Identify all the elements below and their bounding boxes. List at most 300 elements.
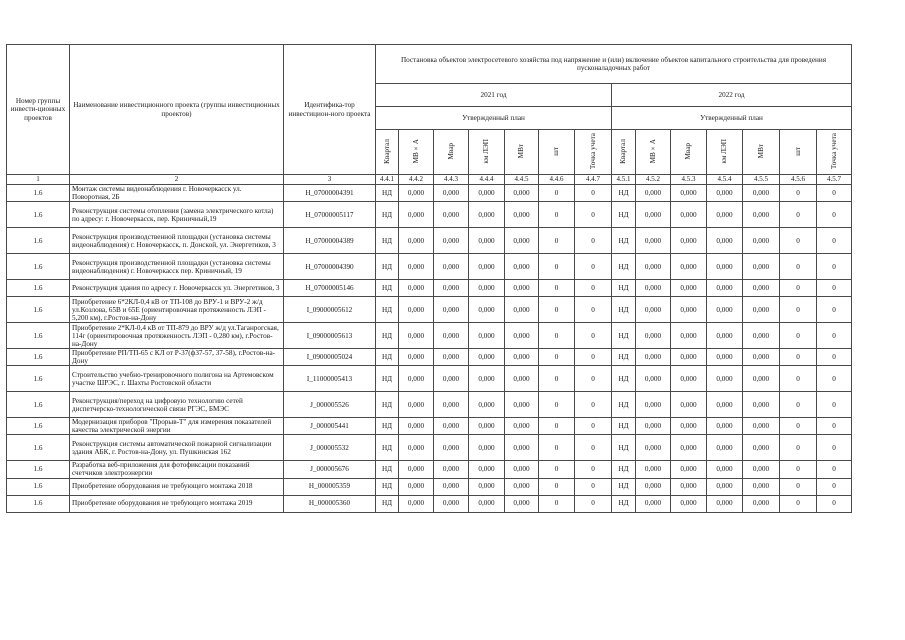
subcol-header: Точка учета — [817, 130, 852, 175]
value-cell: 0,000 — [505, 495, 539, 512]
value-cell: 0,000 — [434, 323, 469, 349]
project-id-cell: H_07000004390 — [284, 254, 376, 280]
value-cell: 0,000 — [469, 392, 505, 418]
value-cell: 0,000 — [743, 495, 780, 512]
value-cell: 0 — [780, 297, 817, 323]
column-number-cell: 4.4.1 — [376, 175, 399, 185]
project-name-cell: Реконструкция системы автоматической пожарной сигнализации здания АБК, г. Ростов-на-Дону, ул. Пушкинская 162 — [70, 435, 284, 461]
value-cell: 0,000 — [743, 254, 780, 280]
value-cell: 0,000 — [671, 418, 707, 435]
value-cell: 0,000 — [469, 478, 505, 495]
value-cell: НД — [376, 202, 399, 228]
project-name-cell: Реконструкция здания по адресу г. Новочеркасск ул. Энергетиков, 3 — [70, 280, 284, 297]
value-cell: 0 — [817, 435, 852, 461]
value-cell: 0 — [817, 297, 852, 323]
subcol-header: Мвар — [671, 130, 707, 175]
value-cell: 0 — [575, 349, 612, 366]
value-cell: 0 — [575, 435, 612, 461]
value-cell: 0 — [575, 366, 612, 392]
group-number-cell: 1.6 — [7, 280, 70, 297]
subcol-header: Мвар — [434, 130, 469, 175]
value-cell: 0,000 — [399, 228, 434, 254]
value-cell: 0,000 — [434, 418, 469, 435]
value-cell: НД — [612, 478, 636, 495]
table-row — [7, 392, 852, 418]
value-cell: 0,000 — [636, 228, 671, 254]
value-cell: 0,000 — [434, 461, 469, 478]
project-id-cell: J_000005676 — [284, 461, 376, 478]
value-cell: 0,000 — [469, 418, 505, 435]
value-cell: НД — [376, 185, 399, 202]
value-cell: 0 — [539, 280, 575, 297]
value-cell: 0,000 — [743, 366, 780, 392]
value-cell: 0 — [780, 418, 817, 435]
value-cell: 0,000 — [707, 366, 743, 392]
value-cell: 0 — [780, 280, 817, 297]
header-id-column: Идентифика-тор инвестицион-ного проекта — [284, 45, 376, 175]
value-cell: 0,000 — [671, 349, 707, 366]
group-number-cell: 1.6 — [7, 185, 70, 202]
value-cell: 0,000 — [707, 461, 743, 478]
value-cell: 0,000 — [636, 202, 671, 228]
value-cell: 0,000 — [636, 478, 671, 495]
table-row — [7, 202, 852, 228]
value-cell: 0 — [575, 418, 612, 435]
value-cell: 0,000 — [636, 280, 671, 297]
value-cell: 0,000 — [469, 185, 505, 202]
value-cell: 0 — [575, 495, 612, 512]
group-number-cell: 1.6 — [7, 349, 70, 366]
value-cell: НД — [612, 254, 636, 280]
value-cell: 0,000 — [743, 435, 780, 461]
column-number-cell: 4.4.5 — [505, 175, 539, 185]
value-cell: НД — [612, 461, 636, 478]
column-number-cell: 4.4.7 — [575, 175, 612, 185]
project-id-cell: H_07000004391 — [284, 185, 376, 202]
value-cell: 0,000 — [469, 461, 505, 478]
subcol-header: км ЛЭП — [469, 130, 505, 175]
table-row — [7, 495, 852, 512]
value-cell: 0,000 — [671, 435, 707, 461]
value-cell: 0,000 — [399, 323, 434, 349]
value-cell: 0,000 — [743, 478, 780, 495]
group-number-cell: 1.6 — [7, 461, 70, 478]
value-cell: 0,000 — [636, 323, 671, 349]
value-cell: 0,000 — [743, 461, 780, 478]
table-row — [7, 323, 852, 349]
column-number-cell: 4.5.5 — [743, 175, 780, 185]
section-title: Постановка объектов электросетевого хозяйства под напряжение и (или) включение объектов капитального строительства для проведения пусконаладочных работ — [376, 45, 852, 84]
value-cell: 0,000 — [469, 495, 505, 512]
investment-table — [6, 44, 852, 513]
table-row — [7, 478, 852, 495]
value-cell: 0,000 — [707, 228, 743, 254]
value-cell: 0 — [539, 349, 575, 366]
value-cell: 0 — [575, 280, 612, 297]
value-cell: НД — [612, 418, 636, 435]
value-cell: 0,000 — [636, 461, 671, 478]
value-cell: 0,000 — [434, 495, 469, 512]
table-row — [7, 280, 852, 297]
value-cell: 0 — [539, 435, 575, 461]
group-number-cell: 1.6 — [7, 228, 70, 254]
value-cell: 0,000 — [707, 349, 743, 366]
plan-2021-header: Утвержденный план — [376, 107, 612, 130]
value-cell: 0 — [817, 418, 852, 435]
value-cell: 0,000 — [399, 254, 434, 280]
value-cell: 0 — [780, 478, 817, 495]
subcol-header: МВ×А — [399, 130, 434, 175]
value-cell: 0,000 — [469, 349, 505, 366]
subcol-header: Точка учета — [575, 130, 612, 175]
value-cell: 0,000 — [671, 280, 707, 297]
value-cell: НД — [376, 323, 399, 349]
value-cell: 0,000 — [743, 297, 780, 323]
value-cell: 0,000 — [707, 392, 743, 418]
value-cell: НД — [376, 280, 399, 297]
project-name-cell: Модернизация приборов "Прорыв-Т" для измерения показателей качества электрической энергии — [70, 418, 284, 435]
project-id-cell: H_07000005117 — [284, 202, 376, 228]
value-cell: 0,000 — [636, 366, 671, 392]
header-group-column: Номер группы инвести-ционных проектов — [7, 45, 70, 175]
project-name-cell: Реконструкция производственной площадки (установка системы видеонаблюдения) г. Новочеркасск, п. Донской, ул. Энергетиков, 3 — [70, 228, 284, 254]
value-cell: 0,000 — [399, 280, 434, 297]
column-number-cell: 4.4.2 — [399, 175, 434, 185]
subcol-header: МВт — [505, 130, 539, 175]
value-cell: 0,000 — [434, 435, 469, 461]
value-cell: 0 — [575, 202, 612, 228]
value-cell: 0,000 — [399, 297, 434, 323]
value-cell: 0,000 — [469, 366, 505, 392]
value-cell: 0 — [575, 392, 612, 418]
value-cell: 0,000 — [505, 323, 539, 349]
group-number-cell: 1.6 — [7, 297, 70, 323]
project-id-cell: J_000005441 — [284, 418, 376, 435]
value-cell: 0 — [817, 495, 852, 512]
value-cell: 0 — [817, 280, 852, 297]
value-cell: 0,000 — [671, 392, 707, 418]
value-cell: 0,000 — [743, 280, 780, 297]
value-cell: 0,000 — [707, 323, 743, 349]
year-2022-header: 2022 год — [612, 84, 852, 107]
column-number-cell: 4.5.7 — [817, 175, 852, 185]
value-cell: 0,000 — [434, 254, 469, 280]
value-cell: 0,000 — [636, 185, 671, 202]
project-id-cell: J_000005532 — [284, 435, 376, 461]
value-cell: 0,000 — [636, 418, 671, 435]
group-number-cell: 1.6 — [7, 418, 70, 435]
group-number-cell: 1.6 — [7, 392, 70, 418]
year-2021-header: 2021 год — [376, 84, 612, 107]
value-cell: 0 — [817, 392, 852, 418]
value-cell: 0,000 — [671, 297, 707, 323]
value-cell: 0,000 — [505, 478, 539, 495]
value-cell: 0 — [817, 349, 852, 366]
value-cell: НД — [376, 435, 399, 461]
value-cell: 0 — [817, 323, 852, 349]
value-cell: 0,000 — [434, 228, 469, 254]
value-cell: 0 — [817, 185, 852, 202]
project-name-cell: Реконструкция системы отопления (замена электрического котла) по адресу: г. Новочеркасск, пер. Криничный,19 — [70, 202, 284, 228]
subcol-header: МВт — [743, 130, 780, 175]
column-number-cell: 4.5.4 — [707, 175, 743, 185]
value-cell: НД — [612, 280, 636, 297]
value-cell: 0,000 — [636, 254, 671, 280]
value-cell: НД — [376, 228, 399, 254]
value-cell: 0 — [575, 297, 612, 323]
project-name-cell: Реконструкция/переход на цифровую технологию сетей диспетчерско-технологической связи РГЭС, БМЭС — [70, 392, 284, 418]
value-cell: 0,000 — [505, 202, 539, 228]
table-row — [7, 418, 852, 435]
value-cell: 0,000 — [743, 202, 780, 228]
value-cell: 0,000 — [707, 297, 743, 323]
value-cell: 0,000 — [434, 366, 469, 392]
value-cell: 0,000 — [505, 349, 539, 366]
value-cell: 0,000 — [399, 478, 434, 495]
value-cell: 0,000 — [399, 366, 434, 392]
value-cell: 0,000 — [505, 435, 539, 461]
value-cell: 0,000 — [469, 202, 505, 228]
value-cell: 0 — [780, 323, 817, 349]
column-number-cell: 4.5.3 — [671, 175, 707, 185]
value-cell: 0 — [539, 392, 575, 418]
project-id-cell: H_000005360 — [284, 495, 376, 512]
value-cell: 0 — [575, 461, 612, 478]
project-name-cell: Реконструкция производственной площадки (установка системы видеонаблюдения) г. Новочеркасск пер. Криничный, 19 — [70, 254, 284, 280]
project-name-cell: Монтаж системы видеонаблюдения г. Новочеркасск ул. Поворотная, 2Б — [70, 185, 284, 202]
group-number-cell: 1.6 — [7, 254, 70, 280]
value-cell: НД — [612, 202, 636, 228]
value-cell: 0,000 — [636, 495, 671, 512]
value-cell: 0 — [539, 366, 575, 392]
column-number-row — [7, 175, 852, 185]
group-number-cell: 1.6 — [7, 435, 70, 461]
column-number-cell: 3 — [284, 175, 376, 185]
value-cell: 0,000 — [434, 478, 469, 495]
table-row — [7, 297, 852, 323]
value-cell: 0 — [780, 435, 817, 461]
project-name-cell: Приобретение оборудования не требующего монтажа 2018 — [70, 478, 284, 495]
value-cell: 0,000 — [671, 366, 707, 392]
project-id-cell: H_07000004389 — [284, 228, 376, 254]
group-number-cell: 1.6 — [7, 495, 70, 512]
project-name-cell: Приобретение 2*КЛ-0,4 кВ от ТП-879 до ВРУ ж/д ул.Таганрогская, 114г (ориентировочная протяженность ЛЭП - 0,280 км), г.Ростов-на-Дону — [70, 323, 284, 349]
table-row — [7, 228, 852, 254]
plan-2022-header: Утвержденный план — [612, 107, 852, 130]
value-cell: 0 — [539, 297, 575, 323]
value-cell: 0,000 — [505, 461, 539, 478]
value-cell: 0,000 — [399, 392, 434, 418]
value-cell: 0,000 — [399, 495, 434, 512]
value-cell: 0,000 — [707, 185, 743, 202]
group-number-cell: 1.6 — [7, 202, 70, 228]
value-cell: НД — [376, 418, 399, 435]
value-cell: 0,000 — [469, 254, 505, 280]
value-cell: 0,000 — [399, 435, 434, 461]
value-cell: 0 — [780, 461, 817, 478]
value-cell: НД — [612, 297, 636, 323]
value-cell: 0 — [575, 478, 612, 495]
value-cell: 0 — [817, 202, 852, 228]
value-cell: 0,000 — [707, 202, 743, 228]
value-cell: 0,000 — [469, 297, 505, 323]
value-cell: 0 — [575, 323, 612, 349]
value-cell: 0,000 — [671, 185, 707, 202]
value-cell: 0 — [817, 228, 852, 254]
value-cell: 0 — [539, 495, 575, 512]
table-row — [7, 461, 852, 478]
subcol-header: км ЛЭП — [707, 130, 743, 175]
subcol-header: шт — [780, 130, 817, 175]
project-id-cell: J_000005526 — [284, 392, 376, 418]
value-cell: 0,000 — [636, 435, 671, 461]
value-cell: 0 — [780, 366, 817, 392]
value-cell: 0 — [780, 228, 817, 254]
table-row — [7, 254, 852, 280]
value-cell: 0,000 — [505, 366, 539, 392]
value-cell: НД — [612, 349, 636, 366]
value-cell: 0 — [817, 254, 852, 280]
value-cell: 0,000 — [434, 185, 469, 202]
value-cell: НД — [376, 461, 399, 478]
project-id-cell: I_09000005612 — [284, 297, 376, 323]
project-name-cell: Приобретение 6*2КЛ-0,4 кВ от ТП-108 до ВРУ-1 и ВРУ-2 ж/д ул.Козлова, 65В и 65Е (ориентировочная протяженность ЛЭП - 5,200 км), г.Ростов-на-Дону — [70, 297, 284, 323]
project-id-cell: I_09000005613 — [284, 323, 376, 349]
value-cell: 0,000 — [743, 349, 780, 366]
column-number-cell: 4.5.2 — [636, 175, 671, 185]
project-name-cell: Разработка веб-приложения для фотофиксации показаний счетчиков электроэнергии — [70, 461, 284, 478]
table-row — [7, 349, 852, 366]
value-cell: 0 — [539, 418, 575, 435]
value-cell: 0,000 — [707, 280, 743, 297]
value-cell: 0 — [539, 202, 575, 228]
column-number-cell: 4.4.3 — [434, 175, 469, 185]
value-cell: 0,000 — [671, 254, 707, 280]
value-cell: 0,000 — [469, 228, 505, 254]
value-cell: 0 — [539, 185, 575, 202]
subcol-header: Квартал — [376, 130, 399, 175]
value-cell: НД — [376, 297, 399, 323]
column-number-cell: 2 — [70, 175, 284, 185]
column-number-cell: 4.4.6 — [539, 175, 575, 185]
value-cell: 0,000 — [505, 254, 539, 280]
value-cell: 0 — [780, 392, 817, 418]
value-cell: 0 — [817, 478, 852, 495]
value-cell: 0,000 — [399, 349, 434, 366]
value-cell: НД — [376, 366, 399, 392]
value-cell: 0,000 — [671, 202, 707, 228]
project-id-cell: H_07000005146 — [284, 280, 376, 297]
value-cell: 0,000 — [434, 349, 469, 366]
value-cell: НД — [376, 349, 399, 366]
value-cell: НД — [376, 254, 399, 280]
value-cell: 0,000 — [743, 185, 780, 202]
value-cell: 0,000 — [399, 418, 434, 435]
value-cell: 0,000 — [434, 392, 469, 418]
value-cell: 0,000 — [505, 418, 539, 435]
subcol-header: МВ×А — [636, 130, 671, 175]
value-cell: НД — [612, 185, 636, 202]
value-cell: 0,000 — [743, 392, 780, 418]
column-number-cell: 4.5.6 — [780, 175, 817, 185]
value-cell: 0,000 — [671, 461, 707, 478]
value-cell: НД — [612, 392, 636, 418]
group-number-cell: 1.6 — [7, 366, 70, 392]
value-cell: 0,000 — [434, 280, 469, 297]
value-cell: 0,000 — [399, 185, 434, 202]
value-cell: 0,000 — [505, 392, 539, 418]
value-cell: 0,000 — [505, 297, 539, 323]
group-number-cell: 1.6 — [7, 323, 70, 349]
value-cell: 0,000 — [399, 461, 434, 478]
value-cell: 0,000 — [469, 435, 505, 461]
value-cell: 0 — [539, 254, 575, 280]
project-name-cell: Приобретение оборудования не требующего монтажа 2019 — [70, 495, 284, 512]
project-name-cell: Строительство учебно-тренировочного полигона на Артемовском участке ШРЭС, г. Шахты Ростовской области — [70, 366, 284, 392]
value-cell: 0,000 — [399, 202, 434, 228]
value-cell: НД — [376, 478, 399, 495]
value-cell: 0,000 — [707, 495, 743, 512]
value-cell: НД — [612, 495, 636, 512]
value-cell: 0,000 — [743, 418, 780, 435]
project-id-cell: H_000005359 — [284, 478, 376, 495]
table-row — [7, 435, 852, 461]
value-cell: 0,000 — [707, 254, 743, 280]
value-cell: 0,000 — [671, 478, 707, 495]
column-number-cell: 4.4.4 — [469, 175, 505, 185]
project-id-cell: I_11000005413 — [284, 366, 376, 392]
value-cell: 0 — [575, 254, 612, 280]
value-cell: 0,000 — [671, 228, 707, 254]
value-cell: НД — [612, 323, 636, 349]
value-cell: 0,000 — [505, 228, 539, 254]
table-row — [7, 366, 852, 392]
value-cell: 0,000 — [671, 323, 707, 349]
value-cell: 0,000 — [636, 349, 671, 366]
value-cell: 0 — [539, 461, 575, 478]
column-number-cell: 1 — [7, 175, 70, 185]
value-cell: 0 — [575, 228, 612, 254]
value-cell: 0,000 — [671, 495, 707, 512]
value-cell: 0 — [817, 461, 852, 478]
value-cell: 0,000 — [707, 478, 743, 495]
value-cell: 0 — [780, 202, 817, 228]
header-name-column: Наименование инвестиционного проекта (группы инвестиционных проектов) — [70, 45, 284, 175]
value-cell: 0 — [780, 495, 817, 512]
value-cell: 0,000 — [707, 435, 743, 461]
value-cell: 0 — [575, 185, 612, 202]
column-number-cell: 4.5.1 — [612, 175, 636, 185]
value-cell: 0,000 — [636, 297, 671, 323]
value-cell: 0,000 — [434, 297, 469, 323]
value-cell: 0,000 — [743, 228, 780, 254]
value-cell: 0 — [539, 478, 575, 495]
value-cell: 0,000 — [434, 202, 469, 228]
value-cell: 0 — [539, 228, 575, 254]
value-cell: 0 — [539, 323, 575, 349]
subcol-header: шт — [539, 130, 575, 175]
value-cell: НД — [376, 392, 399, 418]
value-cell: НД — [612, 228, 636, 254]
value-cell: 0,000 — [743, 323, 780, 349]
value-cell: НД — [612, 366, 636, 392]
value-cell: 0,000 — [505, 280, 539, 297]
value-cell: 0 — [780, 349, 817, 366]
project-id-cell: I_09000005024 — [284, 349, 376, 366]
value-cell: 0 — [817, 366, 852, 392]
group-number-cell: 1.6 — [7, 478, 70, 495]
value-cell: 0,000 — [636, 392, 671, 418]
